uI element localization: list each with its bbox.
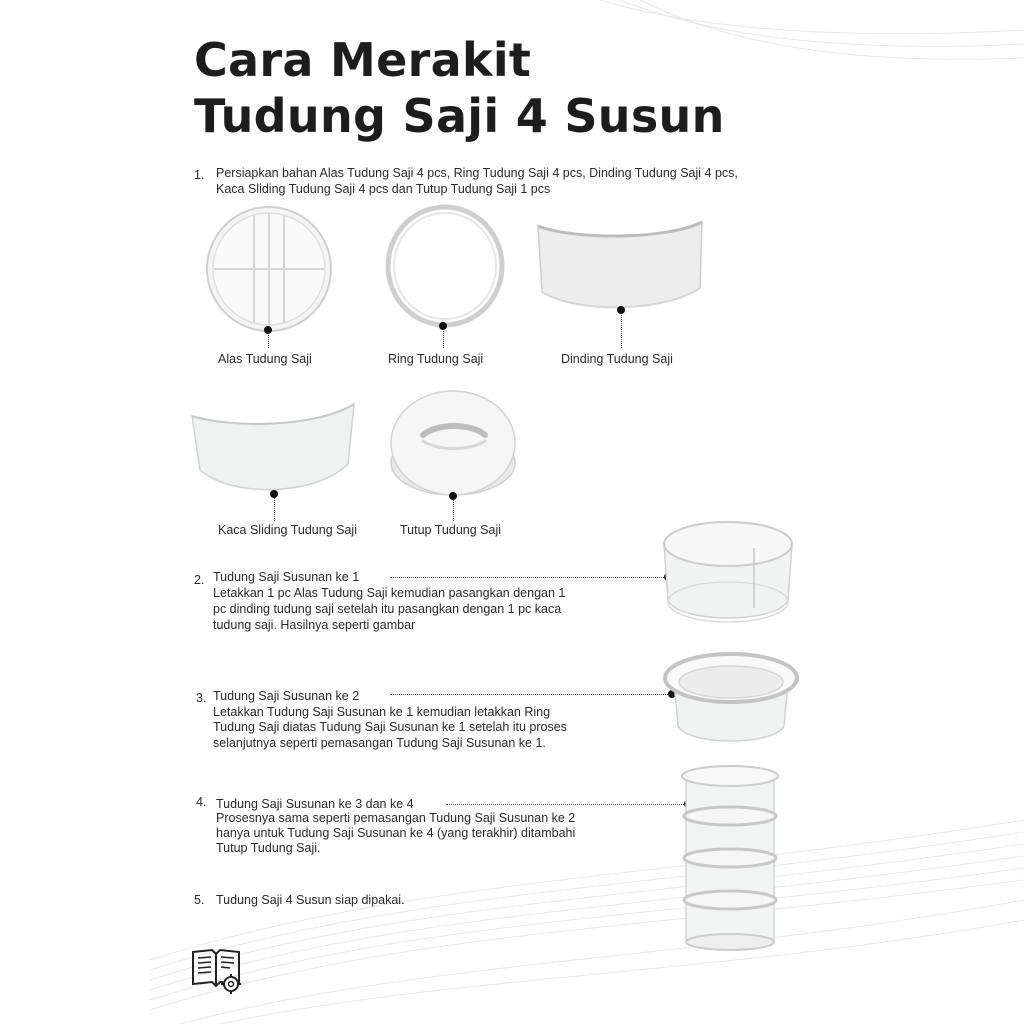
step-2-text-line-3: tudung saji. Hasilnya seperti gambar	[213, 618, 416, 632]
step-2-text-line-2: pc dinding tudung saji setelah itu pasangkan dengan 1 pc kaca	[213, 602, 562, 616]
step-5-text: Tudung Saji 4 Susun siap dipakai.	[216, 893, 405, 907]
tutup-marker	[449, 492, 457, 500]
step-4-leader-line	[446, 804, 686, 805]
tier-4-stack-photo	[678, 764, 782, 954]
ring-label: Ring Tudung Saji	[388, 352, 484, 366]
tutup-leader-line	[453, 500, 454, 521]
kaca-photo	[190, 398, 356, 498]
step-4-number: 4.	[196, 795, 207, 809]
ring-photo	[385, 204, 505, 328]
step-4-heading: Tudung Saji Susunan ke 3 dan ke 4	[216, 797, 414, 811]
step-3-heading: Tudung Saji Susunan ke 2	[213, 689, 360, 703]
step-3-text-line-2: Tudung Saji diatas Tudung Saji Susunan ke 1 setelah itu proses	[213, 720, 567, 734]
dinding-photo	[534, 218, 706, 314]
alas-label: Alas Tudung Saji	[218, 352, 312, 366]
alas-photo	[204, 205, 334, 333]
tier-2-photo	[662, 644, 800, 748]
title-line-2: Tudung Saji 4 Susun	[194, 89, 725, 143]
step-2-heading: Tudung Saji Susunan ke 1	[213, 570, 360, 584]
step-4-text-line-2: hanya untuk Tudung Saji Susunan ke 4 (yang terakhir) ditambahi	[216, 826, 576, 840]
kaca-label: Kaca Sliding Tudung Saji	[218, 523, 357, 537]
kaca-marker	[270, 490, 278, 498]
dinding-marker	[617, 306, 625, 314]
step-2-leader-line	[390, 577, 668, 578]
step-3-leader-line	[390, 694, 670, 695]
kaca-leader-line	[274, 497, 275, 521]
step-1-text-line-1: Persiapkan bahan Alas Tudung Saji 4 pcs, Ring Tudung Saji 4 pcs, Dinding Tudung Saji 4 pcs,	[216, 166, 738, 180]
ring-leader-line	[443, 328, 444, 348]
manual-book-gear-icon	[190, 946, 242, 994]
step-3-number: 3.	[196, 691, 207, 705]
page-title	[194, 32, 725, 144]
step-2-text-line-1: Letakkan 1 pc Alas Tudung Saji kemudian pasangkan dengan 1	[213, 586, 566, 600]
title-line-1: Cara Merakit	[194, 33, 532, 87]
step-1-number: 1.	[194, 168, 205, 182]
step-2-number: 2.	[194, 573, 205, 587]
step-4-text-line-1: Prosesnya sama seperti pemasangan Tudung Saji Susunan ke 2	[216, 811, 576, 825]
step-3-text-line-1: Letakkan Tudung Saji Susunan ke 1 kemudian letakkan Ring	[213, 705, 551, 719]
dinding-label: Dinding Tudung Saji	[561, 352, 673, 366]
alas-marker	[264, 326, 272, 334]
step-3-text-line-3: selanjutnya seperti pemasangan Tudung Saji Susunan ke 1.	[213, 736, 546, 750]
tutup-label: Tutup Tudung Saji	[400, 523, 501, 537]
ring-marker	[439, 322, 447, 330]
dinding-leader-line	[621, 313, 622, 348]
tutup-photo	[387, 385, 519, 501]
step-1-text-line-2: Kaca Sliding Tudung Saji 4 pcs dan Tutup Tudung Saji 1 pcs	[216, 182, 551, 196]
step-5-number: 5.	[194, 893, 205, 907]
tier-1-photo	[658, 518, 798, 630]
alas-leader-line	[268, 333, 269, 348]
step-4-text-line-3: Tutup Tudung Saji.	[216, 841, 321, 855]
